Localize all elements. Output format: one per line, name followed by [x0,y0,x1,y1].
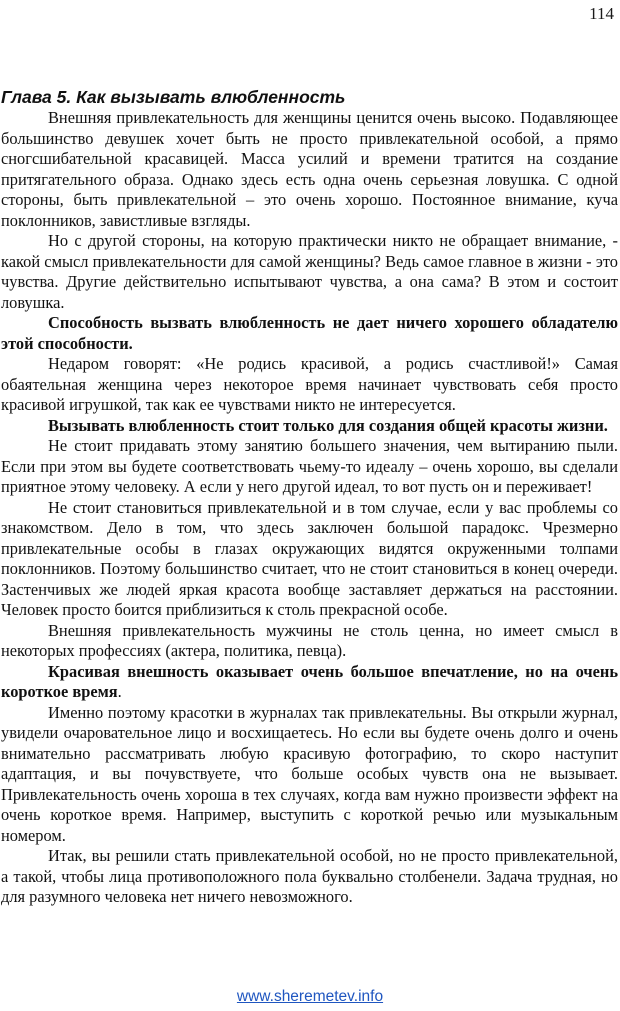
bold-statement: Способность вызвать влюбленность не дает ничего хорошего обладателю этой способности. [1,313,618,353]
trailing-period: . [117,682,122,701]
paragraph: Итак, вы решили стать привлекательной особой, но не просто привлекательной, а такой, чтобы лица противоположного пола буквально столбенели. Задача трудная, но для разумного человека нет ничего невозможного. [1,846,618,906]
paragraph: Внешняя привлекательность для женщины ценится очень высоко. Подавляющее большинство девушек хочет быть не просто привлекательной особой, а прямо сногсшибательной красавицей. Масса усилий и времени тратится на создание притягательного образа. Однако здесь есть одна очень серьезная ловушка. С одной стороны, быть привлекательной – это очень хорошо. Постоянное внимание, куча поклонников, завистливые взгляды. [1,108,618,230]
paragraph: Именно поэтому красотки в журналах так привлекательны. Вы открыли журнал, увидели очаровательное лицо и восхищаетесь. Но если вы будете очень долго и очень внимательно рассматривать любую красивую фотографию, то скоро наступит адаптация, и вы почувствуете, что больше особых чувств она не вызывает. Привлекательность очень хороша в тех случаях, когда вам нужно произвести эффект на очень короткое время. Например, выступить с короткой речью или музыкальным номером. [1,702,618,845]
bold-statement: Вызывать влюбленность стоит только для создания общей красоты жизни. [48,415,608,435]
paragraph: Не стоит становиться привлекательной и в том случае, если у вас проблемы со знакомством. Дело в том, что здесь заключен большой парадокс. Чрезмерно привлекательные особы в глазах окружающих видятся окруженными толпами поклонников. Поэтому большинство считает, что не стоит становиться в конец очереди. Застенчивых же людей яркая красота вообще заставляет держаться на расстоянии. Человек просто боится приблизиться к столь прекрасной особе. [1,497,618,619]
paragraph: Недаром говорят: «Не родись красивой, а родись счастливой!» Самая обаятельная женщина через некоторое время начинает чувствовать себя просто красивой игрушкой, так как ее чувствами никто не интересуется. [1,354,618,414]
paragraph: Но с другой стороны, на которую практически никто не обращает внимание, - какой смысл привлекательности для самой женщины? Ведь самое главное в жизни - это чувства. Другие действительно испытывают чувства, а она сама? В этом и состоит ловушка. [1,231,618,312]
bold-statement-text: Красивая внешность оказывает очень большое впечатление, но на очень короткое время [1,661,618,701]
footer-website-link[interactable]: www.sheremetev.info [236,988,384,1005]
bold-statement-with-period [1,662,618,703]
document-body [1,86,618,908]
paragraph: Внешняя привлекательность мужчины не столь ценна, но имеет смысл в некоторых профессиях (актера, политика, певца). [1,620,618,660]
paragraph: Не стоит придавать этому занятию большего значения, чем вытиранию пыли. Если при этом вы будете соответствовать чьему-то идеалу – очень хорошо, вы сделали приятное этому человеку. А если у него другой идеал, то вот пусть он и переживает! [1,436,618,496]
page-number: 114 [589,4,614,23]
chapter-title: Глава 5. Как вызывать влюбленность [1,87,346,107]
